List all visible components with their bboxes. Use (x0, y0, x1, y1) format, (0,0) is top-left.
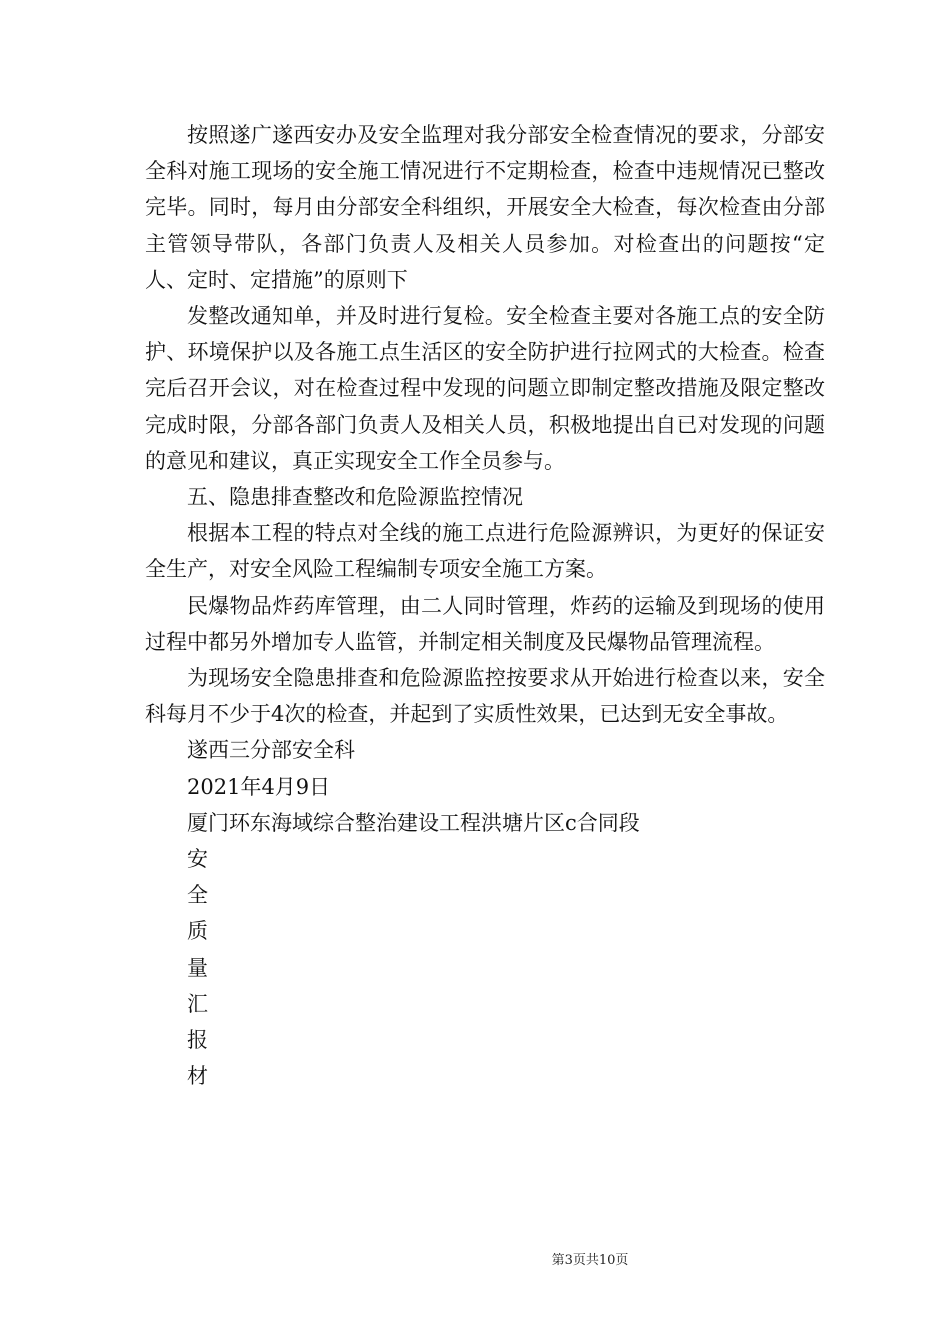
signature-date: 2021年4月9日 (187, 774, 331, 799)
vertical-title-char: 汇 (187, 991, 208, 1016)
vertical-title-char: 安 (187, 847, 208, 872)
vertical-title-char: 量 (187, 955, 208, 980)
paragraph-results: 为现场安全隐患排查和危险源监控按要求从开始进行检查以来，安全科每月不少于4次的检查，并起到了实质性效果，已达到无安全事故。 (145, 666, 825, 727)
page-footer (0, 1249, 950, 1268)
document-body (145, 117, 825, 1094)
vertical-title-char: 质 (187, 919, 208, 944)
paragraph-rectification: 发整改通知单，并及时进行复检。安全检查主要对各施工点的安全防护、环境保护以及各施工点生活区的安全防护进行拉网式的大检查。检查完后召开会议，对在检查过程中发现的问题立即制定整改措施及限定整改完成时限，分部各部门负责人及相关人员，积极地提出自已对发现的问题的意见和建议，真正实现安全工作全员参与。 (145, 304, 825, 473)
page-number: 第3页共10页 (551, 1253, 629, 1268)
signature-department: 遂西三分部安全科 (187, 738, 355, 763)
vertical-title-char: 全 (187, 883, 208, 908)
vertical-title-char: 报 (187, 1028, 208, 1053)
section-heading-hazard: 五、隐患排查整改和危险源监控情况 (187, 485, 523, 510)
vertical-title-char: 材 (187, 1064, 208, 1089)
next-document-title: 厦门环东海域综合整治建设工程洪塘片区c合同段 (187, 810, 640, 835)
paragraph-hazard-identification: 根据本工程的特点对全线的施工点进行危险源辨识，为更好的保证安全生产，对安全风险工程编制专项安全施工方案。 (145, 521, 825, 582)
paragraph-explosives: 民爆物品炸药库管理，由二人同时管理，炸药的运输及到现场的使用过程中都另外增加专人监管，并制定相关制度及民爆物品管理流程。 (145, 593, 825, 654)
paragraph-inspection: 按照遂广遂西安办及安全监理对我分部安全检查情况的要求，分部安全科对施工现场的安全施工情况进行不定期检查，检查中违规情况已整改完毕。同时，每月由分部安全科组织，开展安全大检查，每次检查由分部主管领导带队，各部门负责人及相关人员参加。对检查出的问题按“定人、定时、定措施”的原则下 (145, 123, 825, 292)
